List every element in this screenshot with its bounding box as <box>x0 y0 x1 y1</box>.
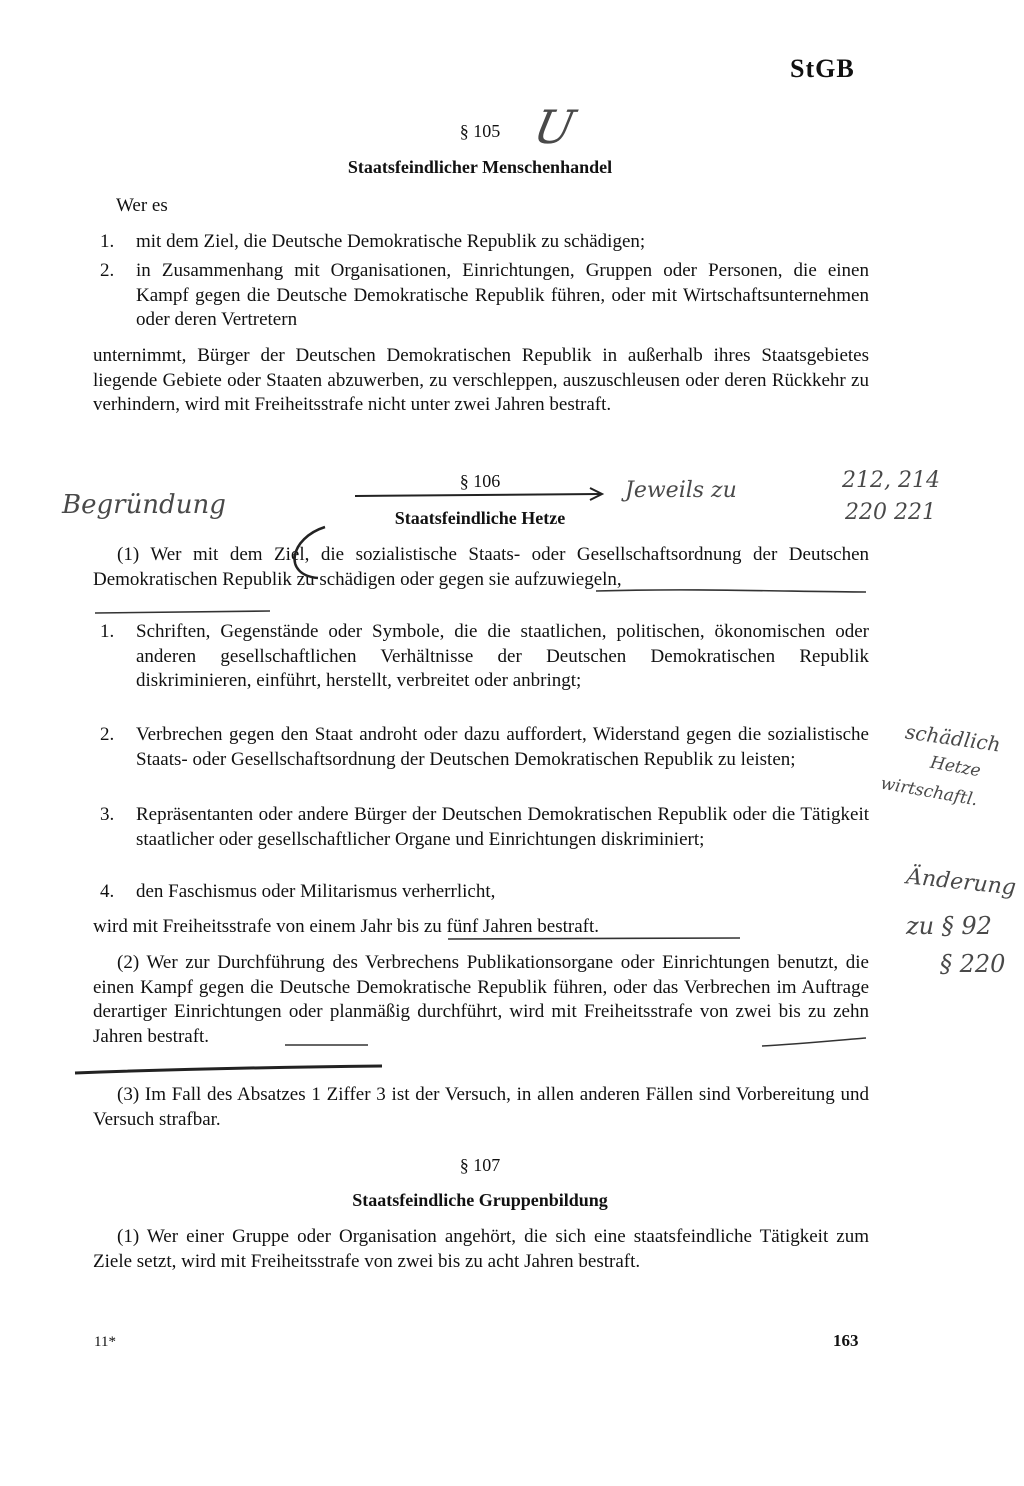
item-text: Verbrechen gegen den Staat androht oder dazu auffordert, Widerstand gegen die sozialistische Staats- oder Gesellschaftsordnung der Deutschen Demokratischen Republik zu leisten; <box>136 724 869 770</box>
margin-note-2b: zu § 92 <box>906 912 992 940</box>
section-106-para-2: (2) Wer zur Durchführung des Verbrechens Publikationsorgane oder Einrichtungen benutzt, die einen Kampf gegen die Deutsche Demokratische Republik führen, oder das Verbrechen im Auftrage derartiger Einrichtungen oder planmäßig durchführt, wird mit Freiheitsstrafe von zwei bis zu zehn Jahren bestraft. <box>93 952 869 1047</box>
underline-stroke <box>75 1066 382 1073</box>
item-number: 1. <box>100 231 115 252</box>
underline-stroke <box>596 590 866 592</box>
underline-stroke <box>762 1038 866 1046</box>
margin-note-2c: § 220 <box>940 950 1006 978</box>
item-text: Repräsentanten oder andere Bürger der Deutschen Demokratischen Republik oder die Tätigkeit staatlicher oder gesellschaftlicher Organe und Einrichtungen diskriminiert; <box>136 804 869 850</box>
underline-stroke <box>448 938 740 939</box>
section-107-number: § 107 <box>459 1155 501 1175</box>
section-105-title: Staatsfeindlicher Menschenhandel <box>347 157 613 177</box>
item-number: 2. <box>100 260 115 281</box>
section-106-penalty: wird mit Freiheitsstrafe von einem Jahr bis zu fünf Jahren bestraft. <box>93 916 599 937</box>
margin-note-1b: Hetze <box>928 752 983 782</box>
handwritten-note-left: Begründung <box>62 490 226 520</box>
section-107-para-1: (1) Wer einer Gruppe oder Organisation angehört, die sich eine staatsfeindliche Tätigkeit zum Ziele setzt, wird mit Freiheitsstrafe von zwei bis zu acht Jahren bestraft. <box>93 1226 869 1272</box>
handwritten-note-right-3: 220 221 <box>845 500 936 525</box>
margin-note-2a: Änderung <box>904 864 1018 901</box>
section-106-para-1: (1) Wer mit dem Ziel, die sozialistische Staats- oder Gesellschaftsordnung der Deutschen Demokratischen Republik zu schädigen oder gegen sie aufzuwiegeln, <box>93 544 869 590</box>
item-number: 1. <box>100 621 115 642</box>
handwritten-note-right-1: Jeweils zu <box>625 478 737 503</box>
section-105-conclusion: unternimmt, Bürger der Deutschen Demokratischen Republik in außerhalb ihres Staatsgebietes liegende Gebiete oder Staaten abzuwerben, zu verschleppen, auszuschleusen oder deren Rückkehr zu verhindern, wird mit Freiheitsstrafe nicht unter zwei Jahren bestraft. <box>93 345 869 416</box>
signature-mark: 11* <box>94 1334 116 1350</box>
underline-stroke <box>95 611 270 613</box>
section-105-number: § 105 <box>459 121 501 141</box>
section-105-intro: Wer es <box>116 195 168 216</box>
circle-stroke <box>295 527 325 578</box>
handwritten-note-right-2: 212, 214 <box>842 468 940 493</box>
handwritten-mark-105: U <box>529 100 580 154</box>
item-text: Schriften, Gegenstände oder Symbole, die die staatlichen, politischen, ökonomischen oder anderen gesellschaftlichen Verhältnisse der Deutschen Demokratischen Republik diskriminieren, einführt, herstellt, verbreitet oder anbringt; <box>136 621 869 692</box>
section-106-title: Staatsfeindliche Hetze <box>394 508 566 528</box>
section-106-para-3: (3) Im Fall des Absatzes 1 Ziffer 3 ist der Versuch, in allen anderen Fällen sind Vorbereitung und Versuch strafbar. <box>93 1084 869 1130</box>
item-number: 3. <box>100 804 115 825</box>
arrow-stroke <box>355 494 600 496</box>
section-107-title: Staatsfeindliche Gruppenbildung <box>352 1190 608 1210</box>
margin-note-1a: schädlich <box>903 719 1003 757</box>
section-106-number: § 106 <box>459 471 501 491</box>
item-text: den Faschismus oder Militarismus verherrlicht, <box>136 881 496 902</box>
item-text: mit dem Ziel, die Deutsche Demokratische Republik zu schädigen; <box>136 231 646 252</box>
item-number: 4. <box>100 881 115 902</box>
code-header: StGB <box>790 54 855 83</box>
item-number: 2. <box>100 724 115 745</box>
page-number: 163 <box>833 1331 859 1350</box>
margin-note-1c: wirtschaftl. <box>879 773 980 811</box>
item-text: in Zusammenhang mit Organisationen, Einrichtungen, Gruppen oder Personen, die einen Kampf gegen die Deutsche Demokratische Republik führen, oder mit Wirtschaftsunternehmen oder deren Vertretern <box>136 260 869 331</box>
